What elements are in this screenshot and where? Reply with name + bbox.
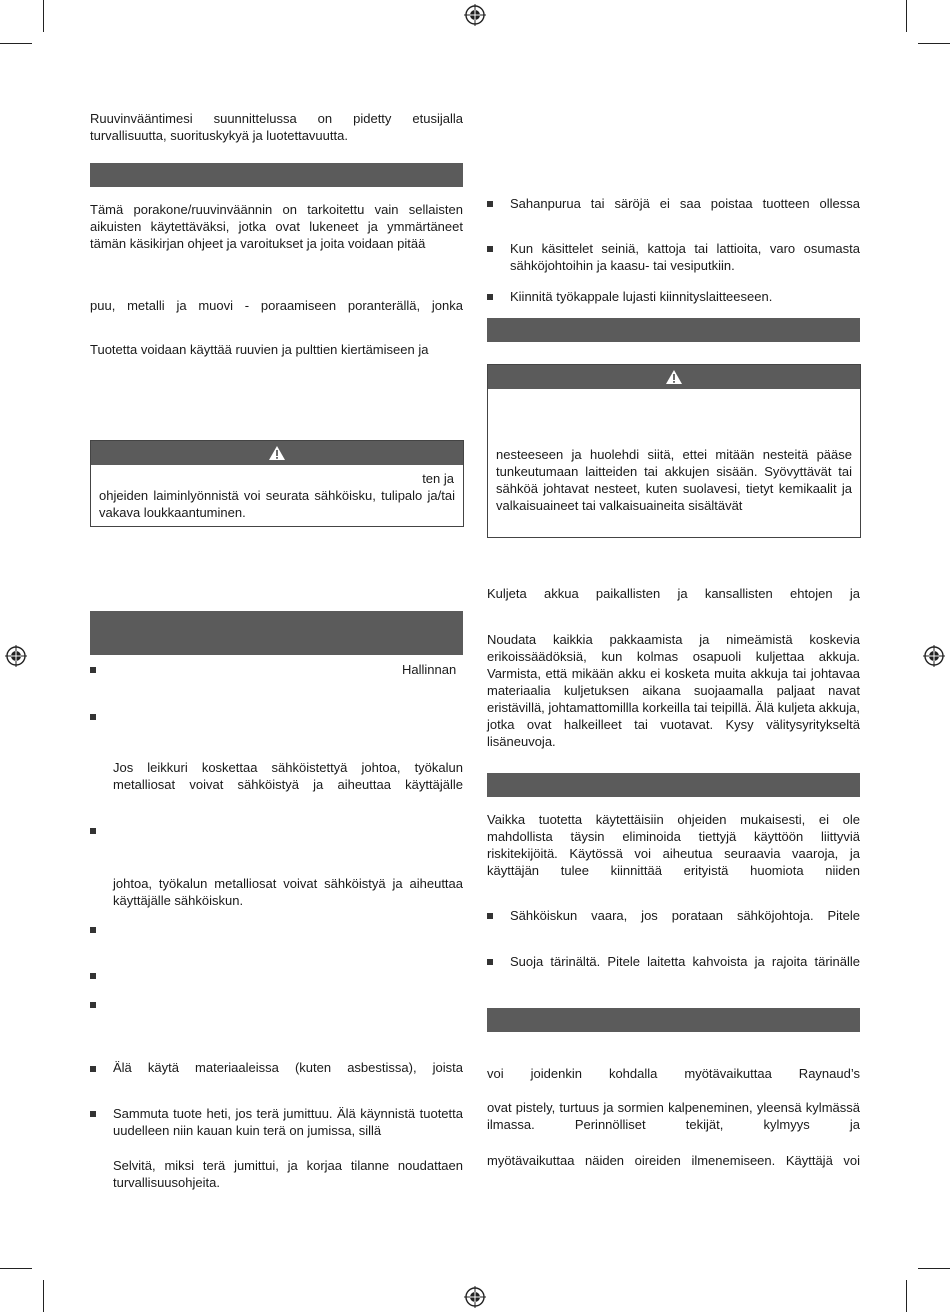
registration-mark-icon [5, 645, 27, 667]
raynaud-paragraph: voi joidenkin kohdalla myötävaikuttaa Raynaud’s [487, 1066, 860, 1081]
battery-warning-box [487, 364, 861, 538]
screwing-paragraph: Tuotetta voidaan käyttää ruuvien ja pulttien kiertämiseen ja [90, 342, 429, 357]
crop-mark [43, 1280, 44, 1312]
intro-paragraph: Ruuvinvääntimesi suunnittelussa on pidetty etusijalla turvallisuutta, suorituskykyä ja luotettavuutta. [90, 111, 463, 143]
crop-mark [918, 43, 950, 44]
intended-use-paragraph: Tämä porakone/ruuvinväännin on tarkoitettu vain sellaisten aikuisten käytettäväksi, jotka ovat lukeneet ja ymmärtäneet tämän käsikirjan ohjeet ja varoitukset ja joita voidaan pitää [90, 202, 463, 251]
bullet-text-vibration: Suoja tärinältä. Pitele laitetta kahvoista ja rajoita tärinälle [510, 954, 860, 969]
bullet-text-workpiece: Kiinnitä työkappale lujasti kiinnityslaitteeseen. [510, 289, 773, 304]
crop-mark [43, 0, 44, 32]
section-heading-bar [487, 1008, 860, 1032]
bullet-text-wire-contact: johtoa, työkalun metalliosat voivat sähköistyä ja aiheuttaa käyttäjälle sähköiskun. [113, 876, 463, 908]
contributing-paragraph: myötävaikuttaa näiden oireiden ilmenemiseen. Käyttäjä voi [487, 1153, 860, 1168]
section-heading-bar [90, 163, 463, 187]
warning-header [488, 365, 860, 389]
warning-text: ohjeiden laiminlyönnistä voi seurata sähköisku, tulipalo ja/tai vakava loukkaantuminen. [99, 488, 455, 520]
square-bullet-icon [90, 1066, 96, 1072]
square-bullet-icon [487, 201, 493, 207]
square-bullet-icon [90, 927, 96, 933]
transport-paragraph: Kuljeta akkua paikallisten ja kansallisten ehtojen ja [487, 586, 860, 601]
crop-mark [906, 0, 907, 32]
warning-fragment: ten ja [422, 471, 454, 486]
crop-mark [0, 43, 32, 44]
crop-mark [918, 1268, 950, 1269]
bullet-text-electric-shock: Sähköiskun vaara, jos porataan sähköjohtoja. Pitele [510, 908, 860, 923]
symptoms-paragraph: ovat pistely, turtuus ja sormien kalpeneminen, yleensä kylmässä ilmassa. Perinnölliset tekijät, kylmyys ja [487, 1100, 860, 1132]
bullet-text-blade-jam-fix: Selvitä, miksi terä jumittui, ja korjaa tilanne noudattaen turvallisuusohjeita. [113, 1158, 463, 1190]
residual-risks-paragraph: Vaikka tuotetta käytettäisiin ohjeiden mukaisesti, ei ole mahdollista täysin eliminoida tiettyjä käyttöön liittyviä riskitekijöitä. Käytössä voi aiheutua seuraavia vaaroja, ja käyttäjän tulee kiinnittää erityistä huomiota niiden [487, 812, 860, 878]
warning-box [90, 440, 464, 527]
square-bullet-icon [90, 1111, 96, 1117]
section-heading-bar [487, 773, 860, 797]
registration-mark-icon [923, 645, 945, 667]
bullet-text-blade-jam: Sammuta tuote heti, jos terä jumittuu. Älä käynnistä tuotetta uudelleen niin kauan kuin terä on jumissa, sillä [113, 1106, 463, 1138]
section-heading-bar [487, 318, 860, 342]
battery-warning-text: nesteeseen ja huolehdi siitä, ettei mitään nesteitä pääse tunkeutumaan laitteiden tai akkujen sisään. Syövyttävät tai sähköä johtavat nesteet, kuten suolavesi, tietyt kemikaalit ja valkaisuaineet tai valkaisuaineita sisältävät [496, 447, 852, 513]
square-bullet-icon [487, 913, 493, 919]
warning-triangle-icon [665, 369, 683, 385]
bullet-text-sawdust: Sahanpurua tai säröjä ei saa poistaa tuotteen ollessa [510, 196, 860, 211]
crop-mark [0, 1268, 32, 1269]
square-bullet-icon [90, 1002, 96, 1008]
square-bullet-icon [487, 959, 493, 965]
warning-triangle-icon [268, 445, 286, 461]
square-bullet-icon [90, 828, 96, 834]
square-bullet-icon [487, 246, 493, 252]
square-bullet-icon [487, 294, 493, 300]
bullet-text-hallinnan: Hallinnan [402, 662, 457, 677]
bullet-text-asbestos: Älä käytä materiaaleissa (kuten asbestissa), joista [113, 1060, 463, 1075]
registration-mark-icon [464, 1286, 486, 1308]
warning-header [91, 441, 463, 465]
square-bullet-icon [90, 973, 96, 979]
square-bullet-icon [90, 714, 96, 720]
packaging-paragraph: Noudata kaikkia pakkaamista ja nimeämistä koskevia erikoissäädöksiä, kun kolmas osapuoli kuljettaa akkuja. Varmista, että mikään akku ei kosketa muita akkuja tai johtavaa materiaalia kuljetuksen aikana suojaamalla paljaat navat eristävillä, johtamattomillla korkeilla tai teipillä. Älä kuljeta akkuja, jotka ovat halkeilleet tai vuotavat. Kysy välitysyritykseltä lisäneuvoja. [487, 632, 860, 749]
crop-mark [906, 1280, 907, 1312]
bullet-text-walls: Kun käsittelet seiniä, kattoja tai lattioita, varo osumasta sähköjohtoihin ja kaasu- tai vesiputkiin. [510, 241, 860, 273]
square-bullet-icon [90, 667, 96, 673]
drilling-paragraph: puu, metalli ja muovi - poraamiseen poranterällä, jonka [90, 298, 463, 313]
registration-mark-icon [464, 4, 486, 26]
section-heading-bar-tall [90, 611, 463, 655]
bullet-text-cutter-contact: Jos leikkuri koskettaa sähköistettyä johtoa, työkalun metalliosat voivat sähköistyä ja aiheuttaa käyttäjälle [113, 760, 463, 792]
